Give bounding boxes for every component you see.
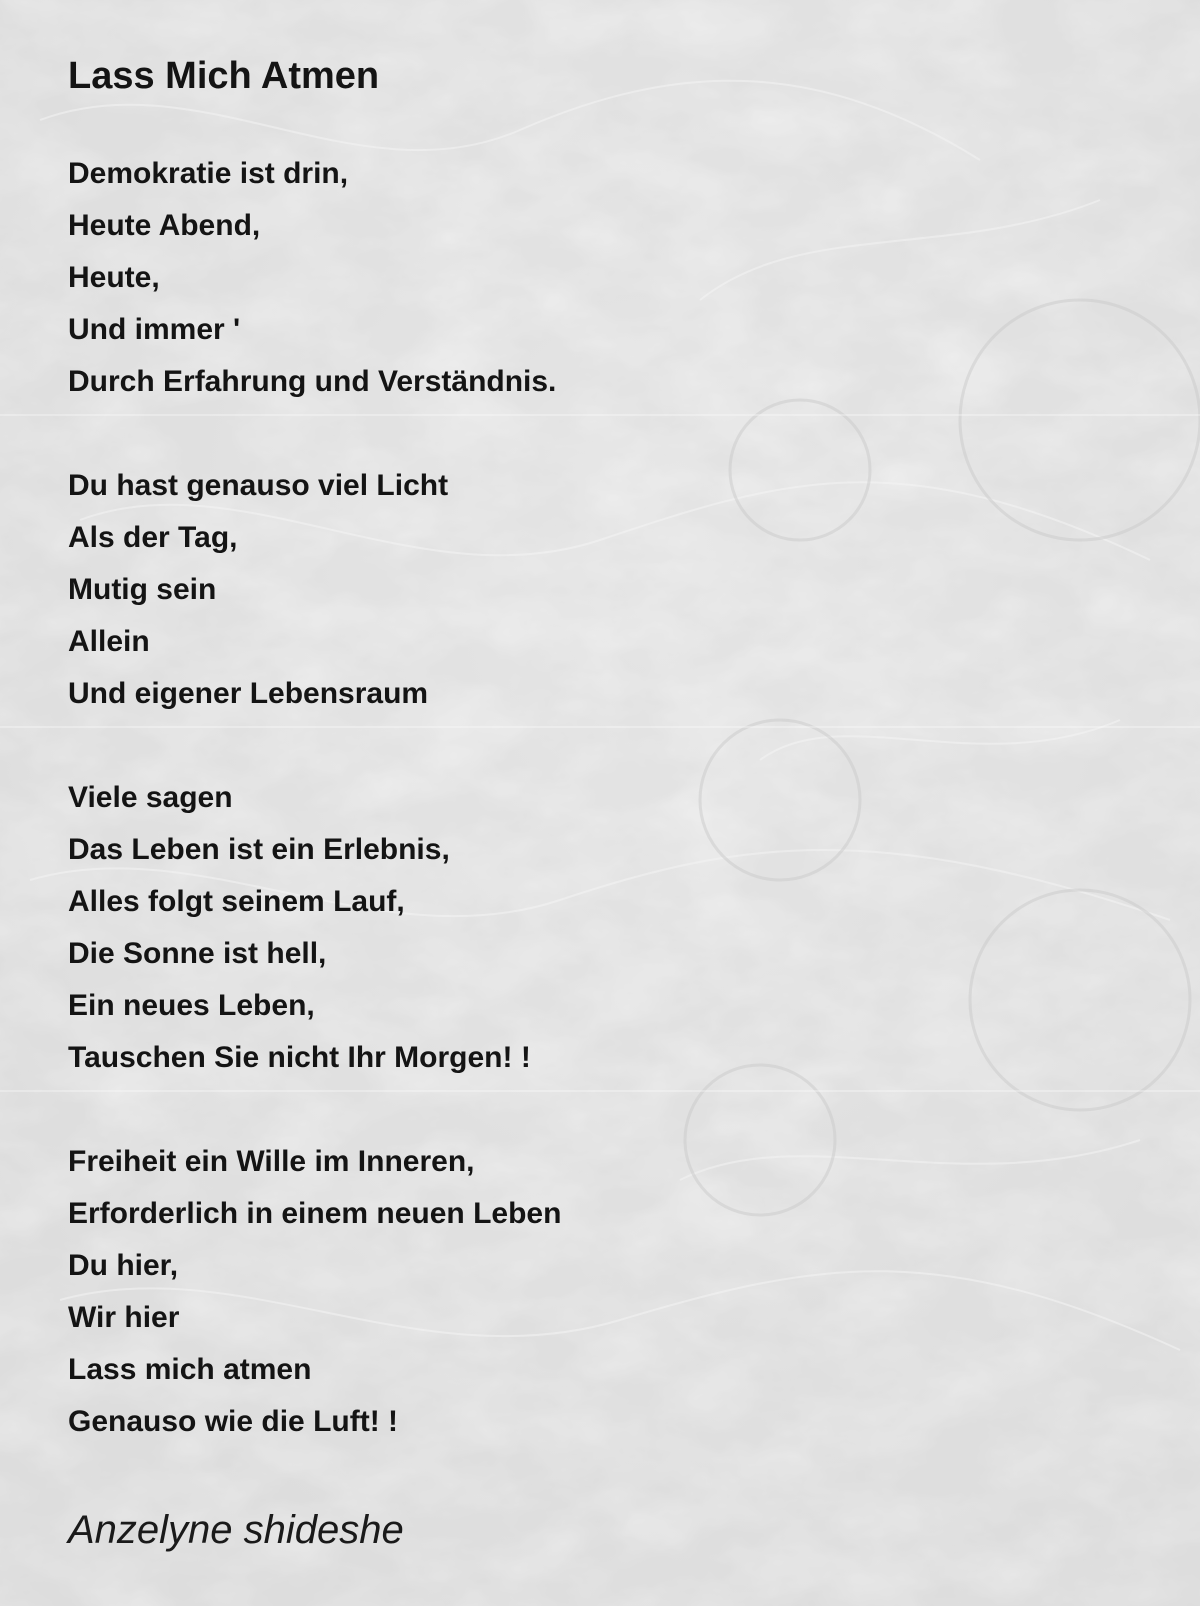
poem-line: Das Leben ist ein Erlebnis, xyxy=(68,833,450,866)
poem-line: Und eigener Lebensraum xyxy=(68,677,429,710)
stanza-4 xyxy=(68,1136,1148,1448)
poem-line: Demokratie ist drin, xyxy=(68,157,349,190)
poem-author: Anzelyne shideshe xyxy=(68,1508,404,1552)
poem-title: Lass Mich Atmen xyxy=(68,55,380,97)
poem-line: Heute Abend, xyxy=(68,209,261,242)
poem-line: Erforderlich in einem neuen Leben xyxy=(68,1197,562,1230)
stanza-1 xyxy=(68,148,1148,408)
poem-line: Als der Tag, xyxy=(68,521,238,554)
poem-line: Heute, xyxy=(68,261,160,294)
poem-line: Wir hier xyxy=(68,1301,180,1334)
poem-line: Du hier, xyxy=(68,1249,179,1282)
poem-line: Durch Erfahrung und Verständnis. xyxy=(68,365,557,398)
poem-line: Genauso wie die Luft! ! xyxy=(68,1405,399,1438)
stanza-3 xyxy=(68,772,1148,1084)
poem-line: Ein neues Leben, xyxy=(68,989,315,1022)
poem-line: Freiheit ein Wille im Inneren, xyxy=(68,1145,475,1178)
poem-line: Mutig sein xyxy=(68,573,217,606)
stanza-2 xyxy=(68,460,1148,720)
poem-line: Viele sagen xyxy=(68,781,233,814)
poem-line: Allein xyxy=(68,625,150,658)
poem-line: Tauschen Sie nicht Ihr Morgen! ! xyxy=(68,1041,531,1074)
poem-line: Du hast genauso viel Licht xyxy=(68,469,449,502)
poem-line: Und immer ' xyxy=(68,313,241,346)
poem-line: Lass mich atmen xyxy=(68,1353,312,1386)
poem-line: Die Sonne ist hell, xyxy=(68,937,327,970)
poem-line: Alles folgt seinem Lauf, xyxy=(68,885,405,918)
